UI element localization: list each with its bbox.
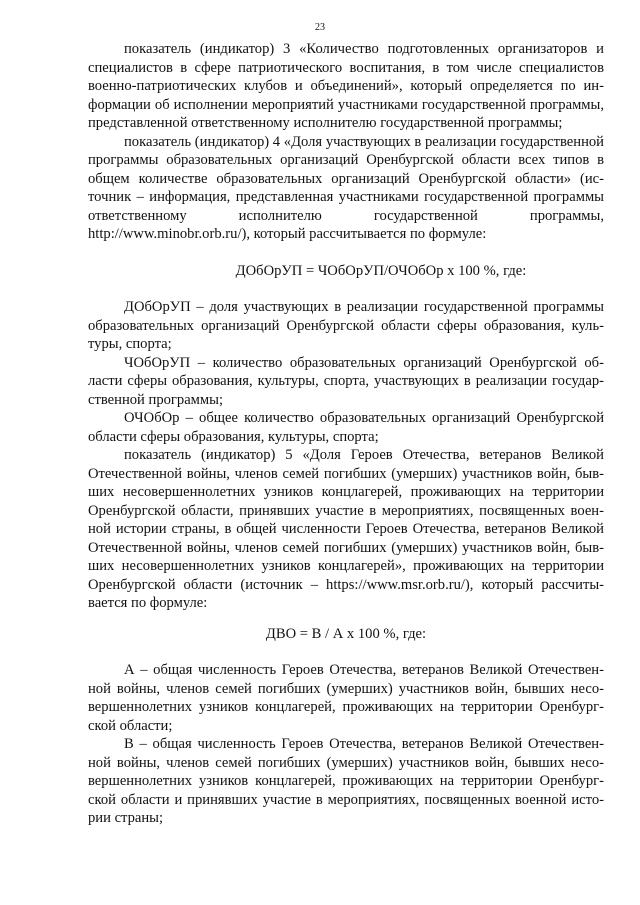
indicator-3-paragraph: показатель (индикатор) 3 «Количество подготовленных организаторов и специалистов в сфере патриотического воспитания, в том числе специалистов военно-патриотических клубов и объединений», который определяется по информации об исполнении мероприятий участниками государственной программы, представленной ответственному исполнителю государственной программы; bbox=[88, 41, 604, 131]
definition-choborup: ЧОбОрУП – количество образовательных организаций Оренбургской области сферы образования, культуры, спорта, участвующих в реализации государственной программы; bbox=[88, 354, 604, 408]
definition-ochobor: ОЧОбОр – общее количество образовательных организаций Оренбургской области сферы образования, культуры, спорта; bbox=[88, 410, 604, 445]
formula-dobor: ДОбОрУП = ЧОбОрУП/ОЧОбОр х 100 %, где: bbox=[235, 262, 527, 279]
page-number: 23 bbox=[315, 22, 325, 33]
indicator-4-paragraph: показатель (индикатор) 4 «Доля участвующих в реализации государственной программы образовательных организаций Оренбургской области всех типов в общем количестве образовательных организаций Оренбургской области» (источник – информация, представленная участниками государственной программы ответственному исполнителю государственной программы, http://www.minobr.orb.ru/), который рассчитывается по формуле: bbox=[88, 133, 604, 242]
definition-doborup: ДОбОрУП – доля участвующих в реализации государственной программы образовательных организаций Оренбургской области сферы образования, культуры, спорта; bbox=[88, 299, 604, 352]
definition-b: В – общая численность Героев Отечества, ветеранов Великой Отечественной войны, членов семей погибших (умерших) участников войн, бывших несовершеннолетних узников концлагерей, проживающих на территории Оренбургской области и принявших участие в мероприятиях, посвященных военной истории страны; bbox=[88, 736, 604, 826]
formula-dvo: ДВО = В / А х 100 %, где: bbox=[265, 625, 427, 642]
document-body bbox=[88, 40, 604, 828]
indicator-5-paragraph: показатель (индикатор) 5 «Доля Героев Отечества, ветеранов Великой Отечественной войны, членов семей погибших (умерших) участников войн, бывших несовершеннолетних узников концлагерей, проживающих на территории Оренбургской области, принявших участие в мероприятиях, посвященных военной истории страны, в общей численности Героев Отечества, ветеранов Великой Отечественной войны, членов семей погибших (умерших) участников войн, бывших несовершеннолетних узников концлагерей», проживающих на территории Оренбургской области (источник – https://www.msr.orb.ru/), который рассчитывается по формуле: bbox=[88, 447, 604, 611]
definition-a: А – общая численность Героев Отечества, ветеранов Великой Отечественной войны, членов семей погибших (умерших) участников войн, бывших несовершеннолетних узников концлагерей, проживающих на территории Оренбургской области; bbox=[88, 662, 604, 734]
